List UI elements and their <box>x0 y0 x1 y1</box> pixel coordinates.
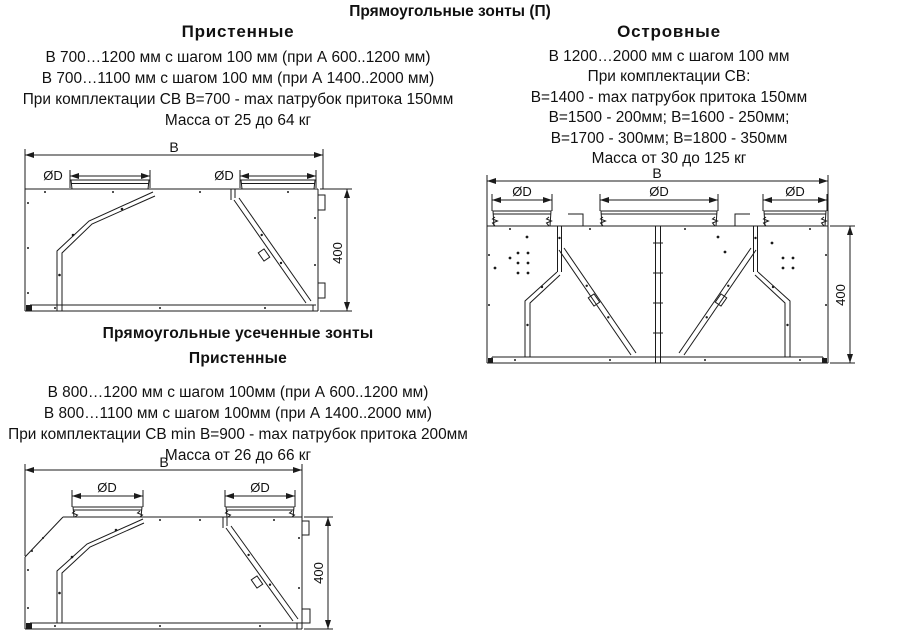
filter-handle <box>251 576 262 588</box>
inner-baffle <box>57 192 155 311</box>
inner-baffle <box>57 519 144 623</box>
spec-line: В 1200…2000 мм с шагом 100 мм <box>548 48 790 65</box>
dimension-d-right <box>225 480 295 507</box>
drawing-island-hood <box>470 165 870 380</box>
section-island-hoods <box>480 22 858 169</box>
spigot-collar-left <box>71 180 149 189</box>
hanger-bracket-left <box>568 214 583 226</box>
hanger-bracket-right <box>735 214 750 226</box>
section-heading-truncated: Прямоугольные усеченные зонты <box>102 325 374 342</box>
spec-line: Масса от 26 до 66 кг <box>164 447 312 464</box>
spigot-collar-right <box>241 180 315 189</box>
dimension-height-400 <box>830 226 855 363</box>
section-heading-island: Островные <box>617 22 721 41</box>
grease-filter-left <box>559 248 642 357</box>
spec-line: В=1500 - 200мм; В=1600 - 250мм; <box>548 109 790 127</box>
spec-line: При комплектации СВ min В=900 - max патрубок притока 200мм <box>8 426 468 443</box>
dimension-b <box>25 454 302 556</box>
dimension-d-right <box>763 184 827 211</box>
mount-bracket-bottom <box>302 609 310 623</box>
spec-line: В=1700 - 300мм; В=1800 - 350мм <box>550 129 788 147</box>
hood-body <box>25 189 325 311</box>
dim-label-d: ØD <box>785 184 805 199</box>
rivet-marks <box>27 519 300 627</box>
mount-bracket-bottom <box>318 283 325 298</box>
dim-label-d: ØD <box>97 480 117 495</box>
spigot-collar-right <box>226 507 295 517</box>
dimension-d-center <box>600 184 718 211</box>
hood-body <box>25 517 310 629</box>
dim-label-b: B <box>159 454 169 470</box>
section-heading-wall: Пристенные <box>181 22 295 41</box>
inner-baffle-left <box>525 226 562 357</box>
drawing-wall-hood <box>10 139 355 328</box>
section-truncated-hoods <box>0 325 476 466</box>
grease-filter-right <box>673 248 756 357</box>
grease-filter <box>231 189 316 305</box>
dimension-d-left <box>492 184 552 211</box>
dim-label-b: B <box>652 165 662 181</box>
dim-label-400: 400 <box>311 562 326 584</box>
filter-handle <box>258 249 269 261</box>
dimension-d-right <box>214 168 316 188</box>
center-divider <box>653 226 663 363</box>
rivet-marks <box>27 191 316 309</box>
dim-label-d: ØD <box>250 480 270 495</box>
section-subheading-truncated: Пристенные <box>188 350 288 367</box>
spec-line: При комплектации СВ В=700 - max патрубок притока 150мм <box>22 91 454 108</box>
dimension-d-left <box>43 168 150 188</box>
hood-body <box>487 226 828 363</box>
spigot-collar-left <box>493 211 552 226</box>
dim-label-d: ØD <box>649 184 669 199</box>
dim-label-400: 400 <box>330 242 345 264</box>
spec-line: В 800…1200 мм с шагом 100мм (при А 600..1200 мм) <box>47 384 429 401</box>
dim-label-b: B <box>169 139 179 155</box>
mount-bracket-top <box>302 521 309 535</box>
spec-line: Масса от 25 до 64 кг <box>164 112 312 129</box>
dim-label-400: 400 <box>833 284 848 306</box>
page-title: Прямоугольные зонты (П) <box>349 3 551 20</box>
dim-label-d: ØD <box>214 168 234 183</box>
perforation-dots <box>494 236 795 275</box>
spec-line: В 700…1100 мм с шагом 100 мм (при А 1400..2000 мм) <box>41 70 435 87</box>
spigot-collar-center <box>601 211 718 226</box>
dim-label-d: ØD <box>512 184 532 199</box>
inner-baffle-right <box>754 226 791 357</box>
spec-line: В=1400 - max патрубок притока 150мм <box>530 88 808 106</box>
dimension-height-400 <box>304 517 333 629</box>
mount-bracket-top <box>318 195 325 210</box>
spigot-collar-left <box>73 507 143 517</box>
spec-line: Масса от 30 до 125 кг <box>591 150 747 168</box>
spec-line: В 700…1200 мм с шагом 100 мм (при А 600..1200 мм) <box>45 49 431 66</box>
section-wall-hoods <box>0 22 476 131</box>
spigot-collar-right <box>764 211 827 226</box>
dim-label-d: ØD <box>43 168 63 183</box>
dimension-d-left <box>72 480 143 507</box>
spec-line: При комплектации СВ: <box>587 68 751 86</box>
grease-filter <box>223 517 302 623</box>
spec-line: В 800…1100 мм с шагом 100мм (при А 1400..2000 мм) <box>43 405 433 422</box>
